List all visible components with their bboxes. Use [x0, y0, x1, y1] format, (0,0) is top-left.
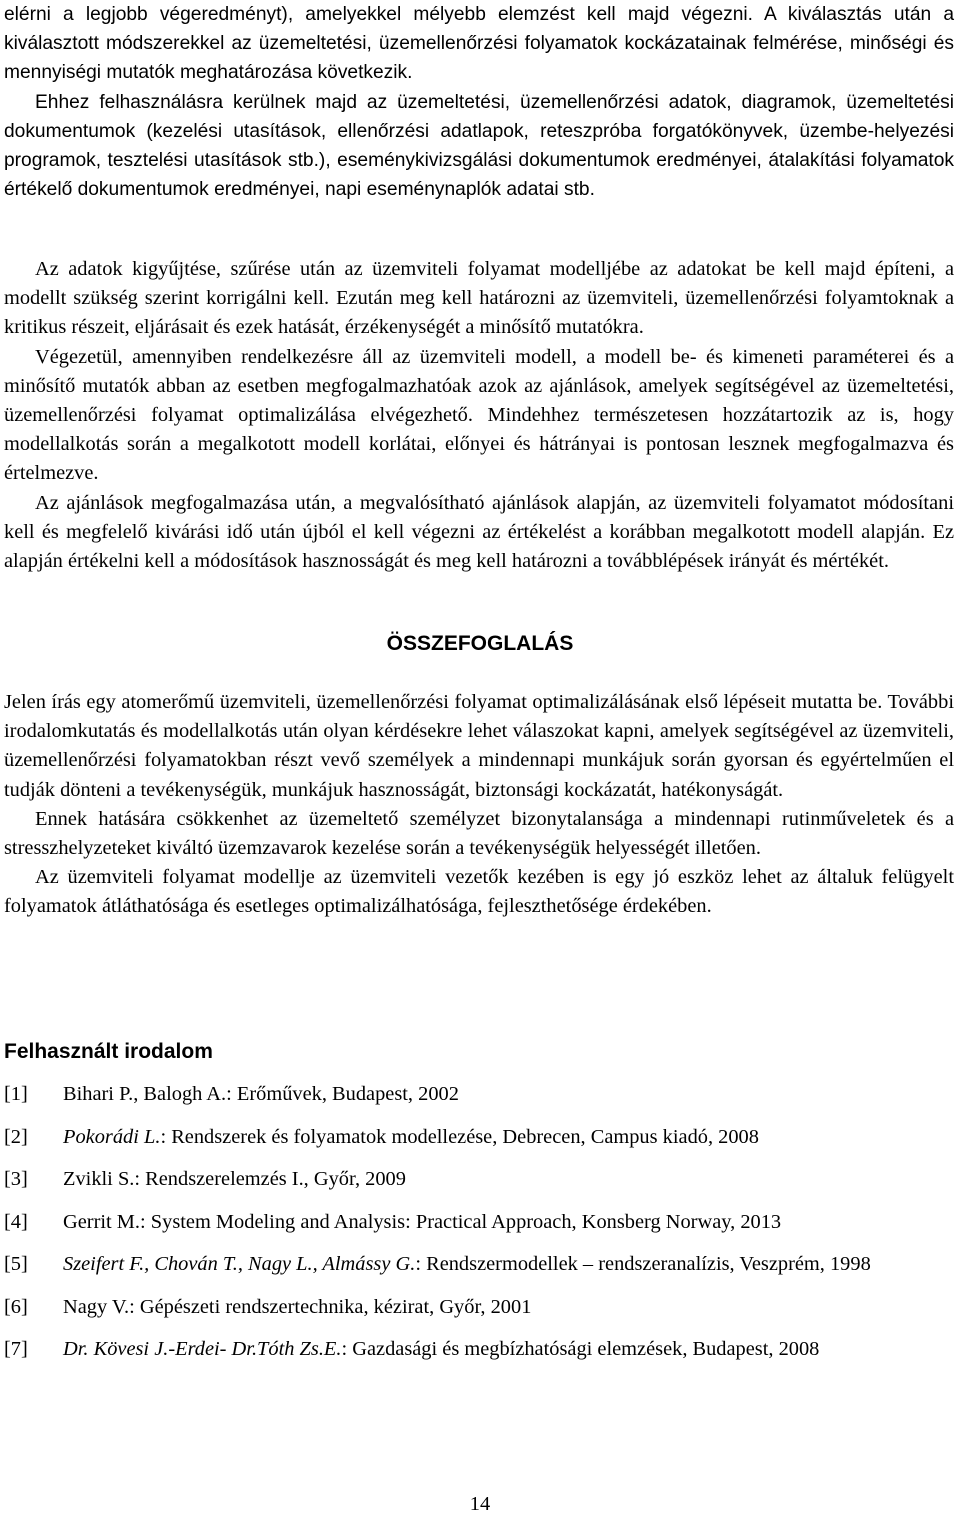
paragraph: Az ajánlások megfogalmazása után, a megvalósítható ajánlások alapján, az üzemviteli folyamatot módosítani kell és megfelelő kivárási idő után újból el kell végezni az értékelést a korábban megalkotott modell alapján. Ez alapján értékelni kell a módosítások hasznosságát és meg kell határozni a továbblépések irányát és mértékét.	[4, 491, 954, 573]
reference-details: : Gépészeti rendszertechnika, kézirat, Győr, 2001	[129, 1295, 532, 1318]
summary-section	[4, 688, 954, 922]
paragraph: Az adatok kigyűjtése, szűrése után az üzemviteli folyamat modelljébe az adatokat be kell majd építeni, a modellt szükség szerint korrigálni kell. Ezután meg kell határozni az üzemviteli, üzemellenőrzési folyamtoknak a kritikus részeit, eljárásait és ezek hatását, érzékenységét a minősítő mutatókra.	[4, 258, 954, 339]
reference-item	[4, 1080, 954, 1109]
paragraph: Végezetül, amennyiben rendelkezésre áll az üzemviteli modell, a modell be- és kimeneti paraméterei és a minősítő mutatók abban az esetben megfogalmazhatóak azok az ajánlások, amelyek segítségével az üzemeltetési, üzemellenőrzési folyamat optimalizálása elvégezhető. Mindehhez természetesen hozzátartozik az is, hogy modellalkotás során a megalkotott modell korlátai, előnyei és hátrányai is pontosan lesznek megfogalmazva és értelmezve.	[4, 345, 954, 485]
paragraph: Ehhez felhasználásra kerülnek majd az üzemeltetési, üzemellenőrzési adatok, diagramok, üzemeltetési dokumentumok (kezelési utasítások, ellenőrzési adatlapok, reteszpróba forgatókönyvek, üzembe-helyezési programok, tesztelési utasítások stb.), eseménykivizsgálási dokumentumok eredményei, átalakítási folyamatok értékelő dokumentumok eredményei, napi eseménynaplók adatai stb.	[4, 91, 954, 201]
reference-authors: Pokorádi L.	[63, 1125, 161, 1148]
reference-item	[4, 1335, 954, 1364]
reference-details: : Gazdasági és megbízhatósági elemzések, Budapest, 2008	[341, 1338, 820, 1360]
reference-authors: Dr. Kövesi J.-Erdei- Dr.Tóth Zs.E.	[63, 1338, 342, 1360]
reference-details: : Rendszermodellek – rendszeranalízis, Veszprém, 1998	[415, 1253, 871, 1275]
reference-text	[63, 1208, 954, 1237]
references-heading: Felhasznált irodalom	[4, 1040, 213, 1063]
reference-number: [6]	[4, 1295, 28, 1318]
paragraph: Jelen írás egy atomerőmű üzemviteli, üzemellenőrzési folyamat optimalizálásának első lépéseit mutatta be. További irodalomkutatás és modellalkotás után olyan kérdésekre lehet válaszokat kapni, amelyek segítségével az üzemviteli, üzemellenőrzési folyamatokban részt vevő személyek a mindennapi munkájuk során gyorsan és egyértelműen el tudják dönteni a tevékenységük, munkájuk hasznosságát, biztonsági kockázatát, hatékonyságát.	[4, 691, 954, 801]
reference-item	[4, 1165, 954, 1194]
reference-authors: Szeifert F., Chován T., Nagy L., Almássy G.	[63, 1253, 416, 1275]
reference-text	[63, 1250, 954, 1279]
reference-number: [4]	[4, 1210, 28, 1233]
reference-details: : Erőművek, Budapest, 2002	[226, 1083, 459, 1105]
reference-item	[4, 1123, 954, 1152]
paragraph: Az üzemviteli folyamat modellje az üzemviteli vezetők kezében is egy jó eszköz lehet az általuk felügyelt folyamatok átláthatósága és esetleges optimalizálhatósága, fejleszthetősége érdekében.	[4, 866, 954, 918]
page-number: 14	[469, 1493, 491, 1515]
reference-item	[4, 1250, 954, 1279]
references-list	[4, 1080, 954, 1378]
paragraph: elérni a legjobb végeredményt), amelyekkel mélyebb elemzést kell majd végezni. A kiválasztás után a kiválasztott módszerekkel az üzemeltetési, üzemellenőrzési folyamatok kockázatainak felmérése, minőségi és mennyiségi mutatók meghatározása következik.	[4, 4, 954, 84]
reference-text	[63, 1293, 954, 1322]
reference-details: : Rendszerek és folyamatok modellezése, Debrecen, Campus kiadó, 2008	[160, 1125, 759, 1148]
summary-heading: ÖSSZEFOGLALÁS	[386, 632, 574, 655]
reference-authors: Gerrit M.	[63, 1210, 141, 1233]
paragraph: Ennek hatására csökkenhet az üzemeltető személyzet bizonytalansága a mindennapi rutinműveletek és a stresszhelyzeteket kiváltó üzemzavarok kezelése során a tevékenységük helyességét illetően.	[4, 807, 954, 860]
intro-section	[4, 0, 954, 204]
reference-authors: Nagy V.	[63, 1295, 130, 1318]
reference-number: [5]	[4, 1253, 28, 1275]
reference-authors: Bihari P., Balogh A.	[63, 1083, 227, 1105]
reference-text	[63, 1165, 954, 1194]
reference-number: [7]	[4, 1338, 28, 1360]
reference-number: [1]	[4, 1083, 28, 1105]
reference-text	[63, 1335, 954, 1364]
reference-item	[4, 1293, 954, 1322]
reference-item	[4, 1208, 954, 1237]
reference-details: : Rendszerelemzés I., Győr, 2009	[134, 1168, 406, 1190]
reference-authors: Zvikli S.	[63, 1168, 135, 1190]
reference-number: [2]	[4, 1125, 28, 1148]
reference-details: : System Modeling and Analysis: Practical Approach, Konsberg Norway, 2013	[140, 1210, 782, 1233]
method-section	[4, 255, 954, 576]
reference-text	[63, 1080, 954, 1109]
reference-number: [3]	[4, 1168, 28, 1190]
reference-text	[63, 1123, 954, 1152]
